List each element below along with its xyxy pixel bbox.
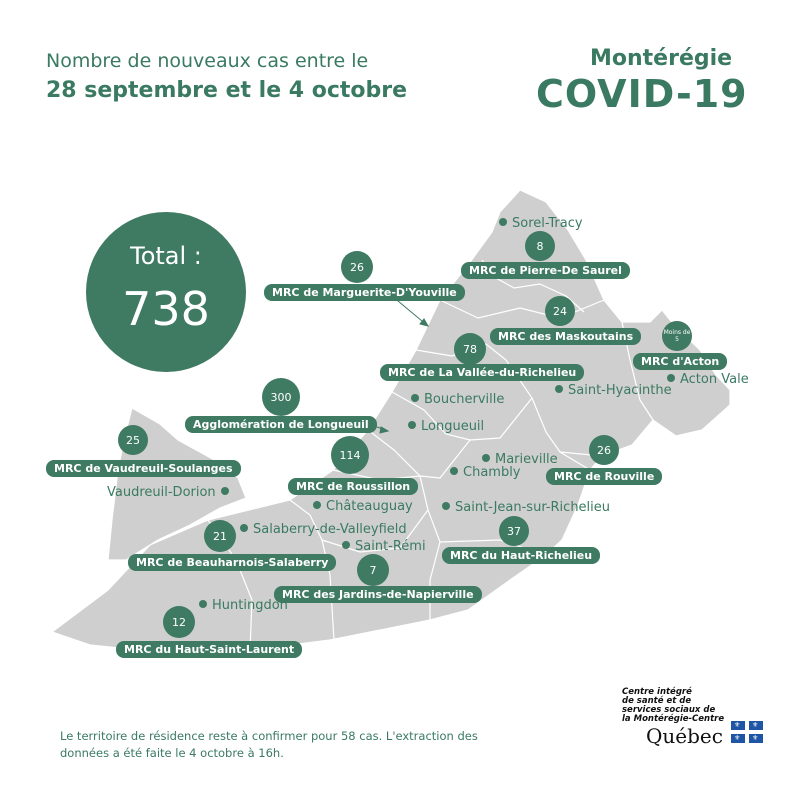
town-label: Boucherville — [424, 392, 505, 407]
mrc-label: MRC de La Vallée-du-Richelieu — [380, 364, 584, 381]
location-dot-icon — [499, 218, 507, 226]
location-dot-icon — [221, 487, 229, 495]
town-marker — [411, 392, 504, 407]
location-dot-icon — [442, 502, 450, 510]
town-label: Vaudreuil-Dorion — [107, 485, 216, 500]
town-label: Sorel-Tracy — [512, 216, 583, 231]
mrc-label: MRC du Haut-Saint-Laurent — [116, 641, 302, 658]
case-count-bubble: 12 — [163, 606, 195, 638]
town-marker — [499, 216, 583, 231]
town-label: Salaberry-de-Valleyfield — [253, 522, 407, 537]
location-dot-icon — [240, 524, 248, 532]
total-value: 738 — [122, 282, 210, 336]
mrc-label: MRC d'Acton — [633, 353, 727, 370]
location-dot-icon — [482, 454, 490, 462]
town-marker — [408, 419, 484, 434]
town-marker — [240, 522, 407, 537]
town-label: Acton Vale — [680, 372, 749, 387]
location-dot-icon — [408, 421, 416, 429]
case-count-bubble: 21 — [204, 520, 236, 552]
location-dot-icon — [450, 467, 458, 475]
title-line-1: Nombre de nouveaux cas entre le — [46, 50, 369, 72]
mrc-label: MRC de Vaudreuil-Soulanges — [46, 460, 241, 477]
mrc-label: MRC de Beauharnois-Salaberry — [128, 554, 336, 571]
town-marker — [450, 465, 521, 480]
case-count-bubble: 37 — [499, 516, 529, 546]
mrc-label: MRC de Roussillon — [288, 478, 418, 495]
case-count-bubble: 300 — [262, 378, 300, 416]
town-label: Huntingdon — [212, 598, 288, 613]
case-count-bubble: 24 — [545, 296, 575, 326]
town-label: Saint-Rémi — [355, 539, 426, 554]
location-dot-icon — [199, 600, 207, 608]
town-label: Châteauguay — [326, 499, 413, 514]
town-label: Saint-Hyacinthe — [568, 383, 672, 398]
town-label: Saint-Jean-sur-Richelieu — [455, 500, 611, 515]
town-marker — [442, 500, 610, 515]
total-circle — [86, 212, 246, 372]
mrc-label: MRC des Jardins-de-Napierville — [274, 586, 482, 603]
town-label: Longueuil — [421, 419, 485, 434]
town-marker — [313, 499, 413, 514]
case-count-bubble: 26 — [341, 251, 373, 283]
location-dot-icon — [555, 385, 563, 393]
location-dot-icon — [411, 394, 419, 402]
town-marker — [555, 383, 672, 398]
town-marker — [667, 372, 749, 387]
case-count-bubble: 26 — [589, 435, 619, 465]
location-dot-icon — [667, 374, 675, 382]
cisss-logo-text: Centre intégré de santé et de services sociaux de la Montérégie-Centre — [622, 687, 725, 724]
mrc-label: MRC du Haut-Richelieu — [442, 547, 600, 564]
mrc-label: MRC de Pierre-De Saurel — [461, 262, 630, 279]
quebec-logo-text: Québec — [646, 724, 723, 748]
quebec-flag-icon: ⚜ ⚜ ⚜ ⚜ — [731, 721, 763, 743]
case-count-bubble: 25 — [118, 425, 148, 455]
case-count-bubble: 7 — [357, 554, 389, 586]
brand-region: Montérégie — [590, 46, 733, 71]
case-count-bubble: Moins de 5 — [662, 321, 692, 351]
location-dot-icon — [313, 501, 321, 509]
title-line-2: 28 septembre et le 4 octobre — [46, 78, 408, 103]
town-marker — [342, 539, 426, 554]
mrc-label: Agglomération de Longueuil — [185, 416, 377, 433]
total-label: Total : — [130, 242, 202, 270]
town-marker — [107, 485, 229, 500]
case-count-bubble: 78 — [454, 333, 486, 365]
town-label: Chambly — [463, 465, 521, 480]
brand-covid: COVID-19 — [536, 72, 748, 116]
footer-note: Le territoire de résidence reste à confirmer pour 58 cas. L'extraction des données a été faite le 4 octobre à 16h. — [60, 729, 478, 760]
mrc-label: MRC de Marguerite-D'Youville — [264, 284, 465, 301]
location-dot-icon — [342, 541, 350, 549]
town-marker — [199, 598, 288, 613]
mrc-label: MRC de Rouville — [546, 468, 662, 485]
case-count-bubble: 114 — [331, 436, 369, 474]
case-count-bubble: 8 — [525, 231, 555, 261]
mrc-label: MRC des Maskoutains — [490, 328, 641, 345]
town-label: Marieville — [495, 452, 558, 467]
